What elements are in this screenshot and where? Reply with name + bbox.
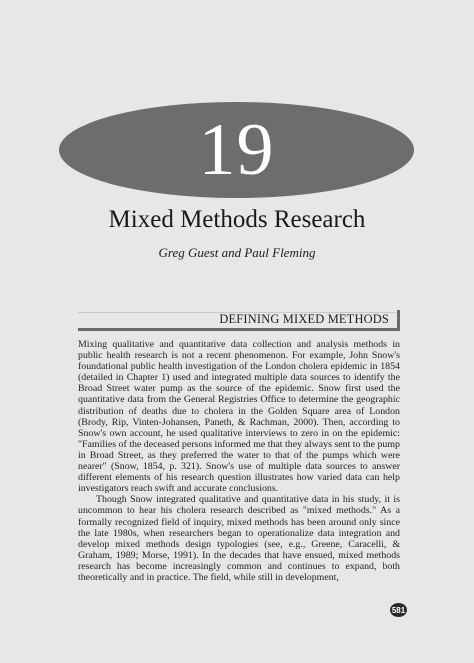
section-heading-box [78,310,400,331]
chapter-number: 19 [198,109,275,191]
paragraph: Though Snow integrated qualitative and quantitative data in his study, it is uncommon to hear his cholera research described as "mixed methods." As a formally recognized field of inquiry, mixed methods has been around only since the late 1980s, when researchers began to operationalize data integration and develop mixed methods design typologies (see, e.g., Greene, Caracelli, & Graham, 1989; Morse, 1991). In the decades that have ensued, mixed methods research has become increasingly common and continues to expand, both theoretically and in practice. The field, while still in development, [78,494,400,583]
chapter-number-ellipse [59,102,414,198]
page-number-badge [390,603,407,617]
body-text [78,339,400,583]
chapter-authors: Greg Guest and Paul Fleming [158,245,316,260]
chapter-title: Mixed Methods Research [108,206,366,233]
paragraph: Mixing qualitative and quantitative data collection and analysis methods in public health research is not a recent phenomenon. For example, John Snow's foundational public health investigation of the London cholera epidemic in 1854 (detailed in Chapter 1) used and integrated multiple data sources to identify the Broad Street water pump as the source of the epidemic. Snow first used the quantitative data from the General Registries Office to determine the geographic distribution of deaths due to cholera in the Golden Square area of London (Brody, Rip, Vinten-Johansen, Paneth, & Rachman, 2000). Then, according to Snow's own account, he used qualitative interviews to zero in on the epidemic: "Families of the deceased persons informed me that they always sent to the pump in Broad Street, as they preferred the water to that of the pumps which were nearer" (Snow, 1854, p. 321). Snow's use of multiple data sources to answer different elements of his research question illustrates how varied data can help investigators reach swift and accurate conclusions. [78,339,400,495]
section-heading: DEFINING MIXED METHODS [219,312,389,326]
page-number: 581 [391,605,406,615]
